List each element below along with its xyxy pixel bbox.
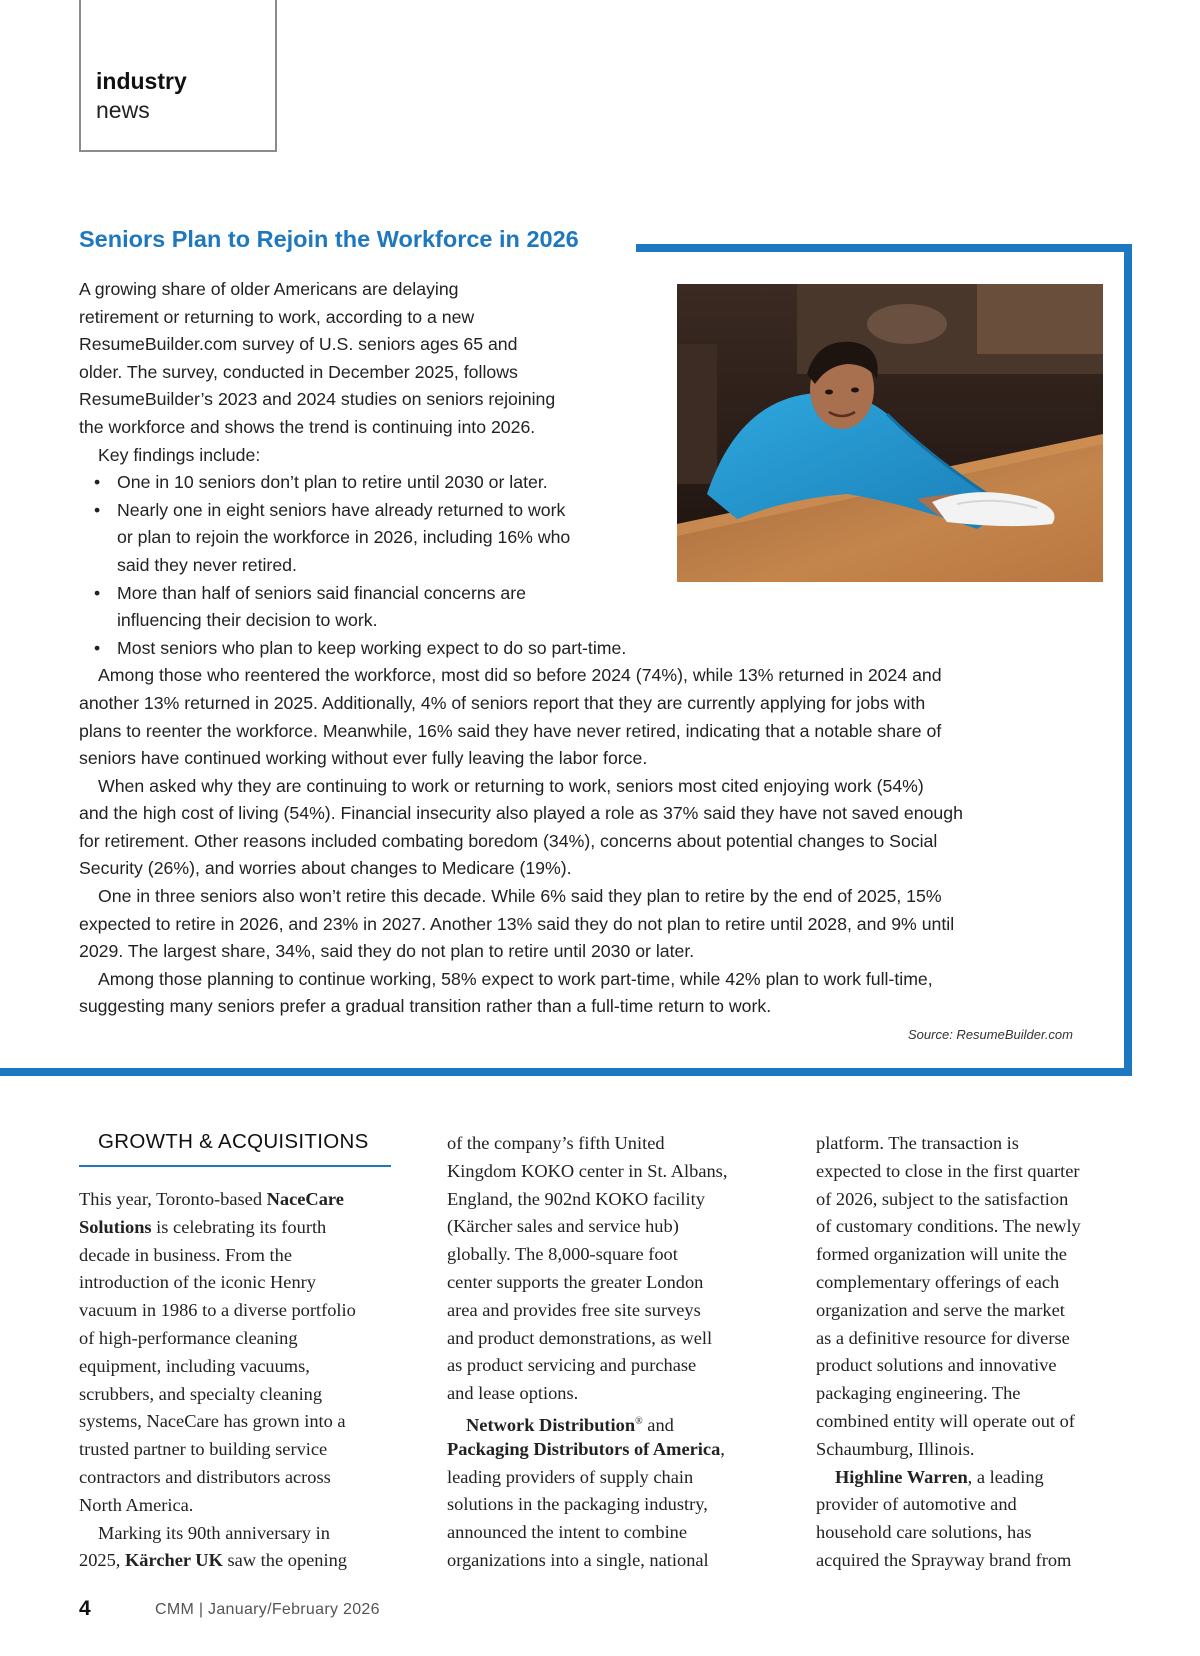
text-run: is celebrating its fourth: [151, 1216, 327, 1237]
body-line: Security (26%), and worries about changes to Medicare (19%).: [79, 858, 572, 879]
growth-heading-rule: [79, 1165, 391, 1167]
body-line: plans to reenter the workforce. Meanwhile, 16% said they have never retired, indicating that a notable share of: [79, 720, 942, 741]
registered-mark: ®: [635, 1415, 643, 1427]
column-line: household care solutions, has: [816, 1522, 1032, 1543]
company-name: Highline Warren: [835, 1466, 968, 1487]
column-line: formed organization will unite the: [816, 1244, 1067, 1265]
column-line: systems, NaceCare has grown into a: [79, 1411, 346, 1432]
body-line: 2029. The largest share, 34%, said they do not plan to retire until 2030 or later.: [79, 941, 695, 962]
column-line: (Kärcher sales and service hub): [447, 1216, 679, 1237]
body-line: and the high cost of living (54%). Financial insecurity also played a role as 37% said they have not saved enough: [79, 803, 963, 824]
column-line: and product demonstrations, as well: [447, 1327, 713, 1348]
column-line: expected to close in the first quarter: [816, 1160, 1080, 1181]
column-line: [816, 1464, 1131, 1492]
feature-headline: Seniors Plan to Rejoin the Workforce in 2026: [79, 226, 579, 252]
company-name: Network Distribution: [466, 1415, 636, 1436]
body-line: the workforce and shows the trend is continuing into 2026.: [79, 416, 536, 437]
column-line: platform. The transaction is: [816, 1133, 1019, 1153]
column-line: of customary conditions. The newly: [816, 1216, 1081, 1237]
page-number: 4: [79, 1597, 91, 1620]
feature-body: [79, 276, 963, 1021]
column-line: [79, 1214, 384, 1242]
source-credit: Source: ResumeBuilder.com: [908, 1027, 1073, 1042]
text-run: and: [642, 1415, 674, 1436]
publication-info: CMM | January/February 2026: [155, 1601, 380, 1618]
bullet-glyph: •: [94, 499, 101, 520]
body-line: another 13% returned in 2025. Additionally, 4% of seniors report that they are currently applying for jobs with: [79, 692, 926, 713]
column-line: decade in business. From the: [79, 1244, 292, 1265]
text-run: saw the opening: [222, 1550, 348, 1571]
bullet-item: [79, 635, 963, 663]
company-name: NaceCare: [266, 1189, 344, 1209]
column-line: complementary offerings of each: [816, 1271, 1060, 1292]
column-line: England, the 902nd KOKO facility: [447, 1188, 705, 1209]
bullet-text: Nearly one in eight seniors have already returned to work: [117, 499, 566, 520]
growth-heading: [79, 1130, 391, 1154]
bullet-continuation: said they never retired.: [117, 554, 297, 575]
column-line: [79, 1547, 384, 1575]
column-line: product solutions and innovative: [816, 1355, 1057, 1376]
column-line: [447, 1436, 762, 1464]
column-line: trusted partner to building service: [79, 1439, 328, 1460]
column-line: leading providers of supply chain: [447, 1466, 694, 1487]
column-line: of high-performance cleaning: [79, 1327, 298, 1348]
company-name: Packaging Distributors of America: [447, 1438, 721, 1459]
growth-column-3: [816, 1130, 1131, 1575]
column-line: organizations into a single, national: [447, 1549, 709, 1570]
body-line: ResumeBuilder.com survey of U.S. seniors ages 65 and: [79, 334, 518, 355]
body-line: expected to retire in 2026, and 23% in 2027. Another 13% said they do not plan to retire until 2028, and 9% until: [79, 913, 955, 934]
bullet-continuation: or plan to rejoin the workforce in 2026, including 16% who: [117, 527, 571, 548]
column-line: as a definitive resource for diverse: [816, 1327, 1070, 1348]
column-line: of the company’s fifth United: [447, 1133, 665, 1153]
body-line: seniors have continued working without ever fully leaving the labor force.: [79, 748, 648, 769]
body-line: When asked why they are continuing to work or returning to work, seniors most cited enjoying work (54%): [98, 775, 924, 796]
column-line: combined entity will operate out of: [816, 1410, 1075, 1431]
column-line: introduction of the iconic Henry: [79, 1272, 316, 1293]
column-line: Schaumburg, Illinois.: [816, 1438, 975, 1459]
column-line: Marking its 90th anniversary in: [98, 1522, 330, 1543]
body-line: for retirement. Other reasons included combating boredom (34%), concerns about potential changes to Social: [79, 830, 938, 851]
company-name: Kärcher UK: [124, 1550, 223, 1571]
column-line: [79, 1186, 384, 1214]
body-line: Among those who reentered the workforce, most did so before 2024 (74%), while 13% returned in 2024 and: [98, 665, 942, 686]
column-line: vacuum in 1986 to a diverse portfolio: [79, 1300, 356, 1321]
section-tag: [79, 0, 277, 152]
bullet-text: Most seniors who plan to keep working expect to do so part-time.: [117, 637, 627, 658]
column-line: provider of automotive and: [816, 1494, 1017, 1515]
column-line: solutions in the packaging industry,: [447, 1494, 708, 1515]
body-line: older. The survey, conducted in December 2025, follows: [79, 361, 518, 382]
text-run: 2025,: [79, 1550, 125, 1571]
body-line: suggesting many seniors prefer a gradual transition rather than a full-time return to work.: [79, 996, 772, 1017]
column-line: as product servicing and purchase: [447, 1355, 697, 1376]
section-tag-light: news: [96, 97, 150, 123]
growth-column-2: [447, 1130, 762, 1575]
column-line: Kingdom KOKO center in St. Albans,: [447, 1160, 728, 1181]
bullet-item: [79, 497, 963, 525]
body-line: One in three seniors also won’t retire this decade. While 6% said they plan to retire by the end of 2025, 15%: [98, 886, 942, 907]
growth-heading-text: GROWTH & ACQUISITIONS: [98, 1130, 369, 1153]
column-line: globally. The 8,000-square foot: [447, 1244, 678, 1265]
column-line: area and provides free site surveys: [447, 1299, 701, 1320]
company-name: Solutions: [79, 1216, 152, 1237]
bullet-text: One in 10 seniors don’t plan to retire until 2030 or later.: [117, 472, 548, 493]
column-line: contractors and distributors across: [79, 1466, 331, 1487]
section-tag-bold: industry: [96, 68, 187, 94]
text-run: , a leading: [967, 1466, 1044, 1487]
column-line: scrubbers, and specialty cleaning: [79, 1383, 323, 1404]
column-line: center supports the greater London: [447, 1271, 704, 1292]
bullet-glyph: •: [94, 637, 101, 658]
column-line: and lease options.: [447, 1383, 579, 1404]
key-findings-intro: Key findings include:: [98, 444, 261, 465]
column-line: packaging engineering. The: [816, 1383, 1021, 1404]
frame-right-rule: [1124, 244, 1132, 1076]
bullet-glyph: •: [94, 472, 101, 493]
body-line: A growing share of older Americans are delaying: [79, 279, 459, 299]
bullet-glyph: •: [94, 582, 101, 603]
growth-column-1: [79, 1186, 384, 1575]
column-line: organization and serve the market: [816, 1299, 1065, 1320]
bullet-continuation: influencing their decision to work.: [117, 610, 378, 631]
column-line: equipment, including vacuums,: [79, 1355, 310, 1376]
column-line: [447, 1408, 762, 1436]
bullet-item: [79, 580, 963, 608]
column-line: announced the intent to combine: [447, 1522, 688, 1543]
text-run: This year, Toronto-based: [79, 1189, 267, 1209]
body-line: Among those planning to continue working, 58% expect to work part-time, while 42% plan to work full-time,: [98, 968, 933, 989]
column-line: acquired the Sprayway brand from: [816, 1549, 1072, 1570]
text-run: ,: [720, 1438, 725, 1459]
body-line: retirement or returning to work, according to a new: [79, 306, 475, 327]
frame-top-rule: [636, 244, 1132, 252]
column-line: of 2026, subject to the satisfaction: [816, 1188, 1069, 1209]
bullet-text: More than half of seniors said financial concerns are: [117, 582, 526, 603]
column-line: North America.: [79, 1494, 194, 1515]
body-line: ResumeBuilder’s 2023 and 2024 studies on seniors rejoining: [79, 389, 556, 410]
frame-bottom-rule: [0, 1068, 1132, 1076]
bullet-item: [79, 469, 963, 497]
